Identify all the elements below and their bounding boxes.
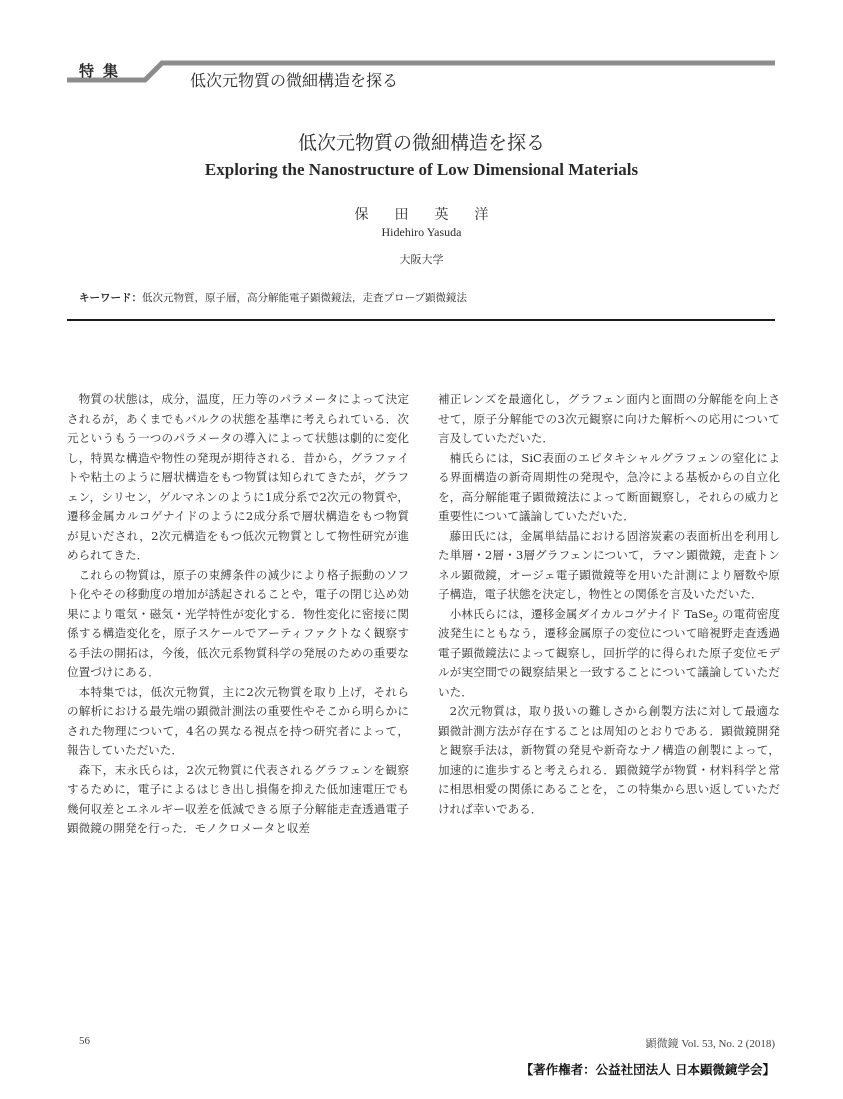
paragraph: これらの物質は，原子の束縛条件の減少により格子振動のソフト化やその移動度の増加が誘起されることや，電子の閉じ込め効果により電気・磁気・光学特性が変化する．物性変化に密接に関係する構造変化を，原子スケールでアーティファクトなく観察する手法の開拓は，今後，低次元系物質科学の発展のための重要な位置づけにある． xyxy=(67,567,409,679)
journal-citation: 顕微鏡 Vol. 53, No. 2 (2018) xyxy=(645,1038,775,1050)
article-title-en: Exploring the Nanostructure of Low Dimensional Materials xyxy=(204,160,639,179)
paragraph: 2次元物質は，取り扱いの難しさから創製方法に対して最適な顕微計測方法が存在することは周知のとおりである．顕微鏡開発と観察手法は，新物質の発見や新奇なナノ構造の創製によって，加速的に進歩すると考えられる．顕微鏡学が物質・材料科学と常に相思相愛の関係にあることを，この特集から思い返していただければ幸いである． xyxy=(438,704,780,816)
header-divider xyxy=(67,319,775,321)
paragraph: 本特集では，低次元物質，主に2次元物質を取り上げ，それらの解析における最先端の顕微計測法の重要性やそこから明らかにされた物理について，4名の異なる視点を持つ研究者によって，報告していただいた． xyxy=(67,684,409,757)
header-band-graphic xyxy=(0,0,843,100)
keywords-list: 低次元物質，原子層，高分解能電子顕微鏡法，走査プローブ顕微鏡法 xyxy=(142,292,467,304)
paragraph xyxy=(438,605,780,703)
paragraph: 森下，末永氏らは，2次元物質に代表されるグラフェンを観察するために，電子によるはじき出し損傷を抑えた低加速電圧でも幾何収差とエネルギー収差を低減できる原子分解能走査透過電子顕微鏡の開発を行った．モノクロメータと収差 xyxy=(67,762,409,835)
section-header xyxy=(0,0,843,100)
author-name-ja: 保田英洋 xyxy=(354,207,515,223)
paragraph: 補正レンズを最適化し，グラフェン面内と面間の分解能を向上させて，原子分解能での3次元観察に向けた解析への応用について言及していただいた． xyxy=(438,392,780,445)
paragraph-text: 小林氏らには，遷移金属ダイカルコゲナイド TaSe xyxy=(449,606,714,621)
paragraph-text: の電荷密度波発生にともなう，遷移金属原子の変位について暗視野走査透過電子顕微鏡法によって観察し，回折学的に得られた原子変位モデルが実空間での観察結果と一致することについて議論していただいた． xyxy=(438,606,781,699)
keywords-label: キーワード： xyxy=(79,292,142,304)
keywords xyxy=(79,290,467,305)
section-tag: 特集 xyxy=(79,62,128,80)
paragraph: 楠氏らには，SiC表面のエピタキシャルグラフェンの窒化による界面構造の新奇周期性の発現や，急冷による基板からの自立化を，高分解能電子顕微鏡法によって断面観察し，それらの威力と重要性について議論していただいた． xyxy=(438,450,780,523)
page-number: 56 xyxy=(79,1035,90,1047)
author-affiliation: 大阪大学 xyxy=(399,253,444,266)
article-title-ja: 低次元物質の微細構造を探る xyxy=(297,132,545,154)
chemical-subscript: 2 xyxy=(713,612,719,623)
body-column-right xyxy=(438,390,780,819)
paragraph: 藤田氏には，金属単結晶における固溶炭素の表面析出を利用した単層・2層・3層グラフェンについて，ラマン顕微鏡，走査トンネル顕微鏡，オージェ電子顕微鏡等を用いた計測により層数や原子構造，電子状態を決定し，物性との関係を言及いただいた． xyxy=(438,528,780,601)
series-title: 低次元物質の微細構造を探る xyxy=(190,71,399,90)
copyright-notice: 【著作権者：公益社団法人 日本顕微鏡学会】 xyxy=(520,1062,775,1077)
paragraph: 物質の状態は，成分，温度，圧力等のパラメータによって決定されるが，あくまでもバルクの状態を基準に考えられている．次元というもう一つのパラメータの導入によって状態は劇的に変化し，特異な構造や物性の発現が期待される．昔から，グラファイトや粘土のように層状構造をもつ物質は知られてきたが，グラフェン，シリセン，ゲルマネンのように1成分系で2次元の物質や，遷移金属カルコゲナイドのように2成分系で層状構造をもつ物質が見いだされ，2次元構造をもつ低次元物質として物性研究が進められてきた． xyxy=(67,392,409,562)
body-column-left xyxy=(67,390,409,839)
author-name-en: Hidehiro Yasuda xyxy=(381,225,462,239)
